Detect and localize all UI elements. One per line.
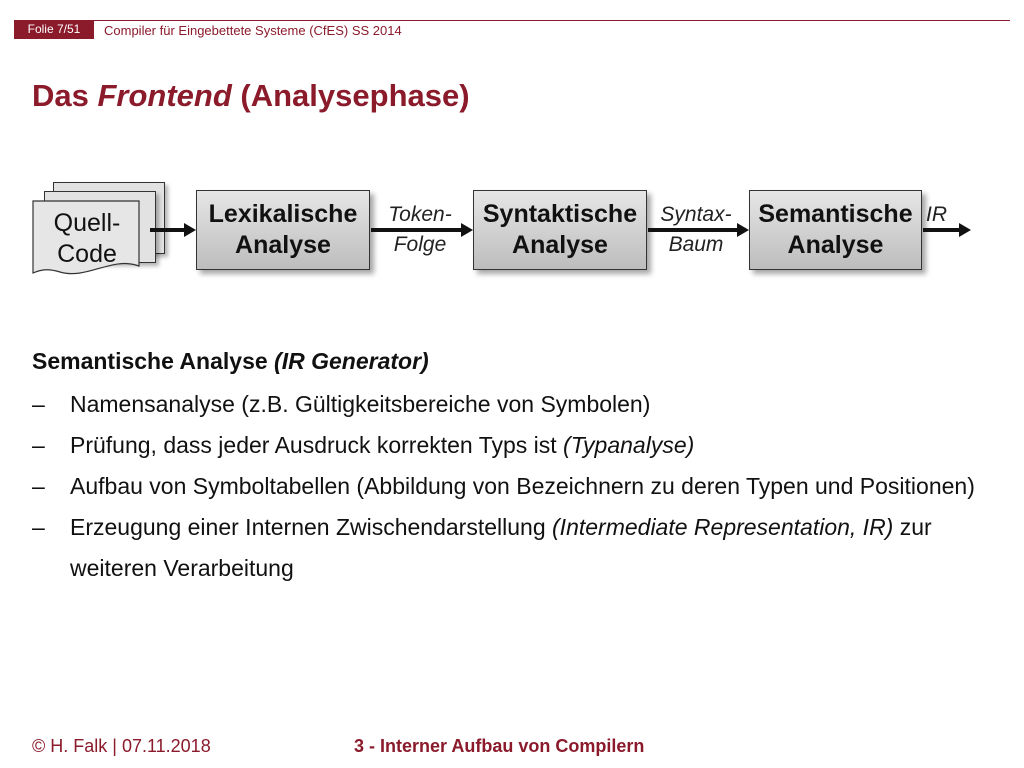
bullet-dash: – — [32, 391, 45, 417]
list-item-text-continued: zur weiteren Verarbeitung — [70, 514, 932, 581]
semantic-analysis-box: Semantische Analyse — [749, 190, 922, 270]
page-title-emphasis: Frontend — [97, 78, 232, 113]
section-heading — [32, 348, 429, 375]
bullet-dash: – — [32, 432, 45, 458]
section-heading-italic: (IR Generator) — [274, 348, 429, 374]
footer-chapter-title: 3 - Interner Aufbau von Compilern — [354, 736, 645, 756]
header-divider — [14, 20, 1010, 21]
list-item-italic: (Typanalyse) — [563, 432, 695, 458]
list-item-text: Namensanalyse (z.B. Gültigkeitsbereiche von Symbolen) — [70, 391, 651, 417]
list-item-text: Aufbau von Symboltabellen (Abbildung von Bezeichnern zu deren Typen und Positionen) — [70, 473, 975, 499]
section-heading-bold: Semantische Analyse — [32, 348, 275, 374]
ir-label: IR — [926, 203, 947, 226]
footer-author-date: © H. Falk | 07.11.2018 — [32, 736, 211, 756]
syntax-tree-label: Syntax- Baum — [660, 203, 732, 256]
course-title: Compiler für Eingebettete Systeme (CfES) SS 2014 — [104, 23, 402, 38]
bullet-dash: – — [32, 473, 45, 499]
arrow-to-lexer-head — [184, 223, 196, 237]
list-item — [32, 384, 1002, 425]
page-title-part3: (Analysephase) — [231, 78, 470, 113]
page-title — [32, 78, 470, 114]
list-item-text: Prüfung, dass jeder Ausdruck korrekten Typs ist — [70, 432, 564, 458]
list-item-text: Erzeugung einer Internen Zwischendarstellung — [70, 514, 553, 540]
bullet-list — [32, 384, 1002, 589]
page-title-part1: Das — [32, 78, 98, 113]
token-sequence-label: Token- Folge — [388, 203, 452, 256]
list-item — [32, 425, 1002, 466]
bullet-dash: – — [32, 514, 45, 540]
lexical-analysis-box: Lexikalische Analyse — [196, 190, 370, 270]
list-item — [32, 466, 1002, 507]
source-code-label: Quell- Code — [53, 209, 121, 268]
list-item-italic: (Intermediate Representation, IR) — [552, 514, 894, 540]
syntax-analysis-box: Syntaktische Analyse — [473, 190, 647, 270]
slide-number-badge: Folie 7/51 — [14, 20, 94, 39]
list-item — [32, 507, 1002, 589]
